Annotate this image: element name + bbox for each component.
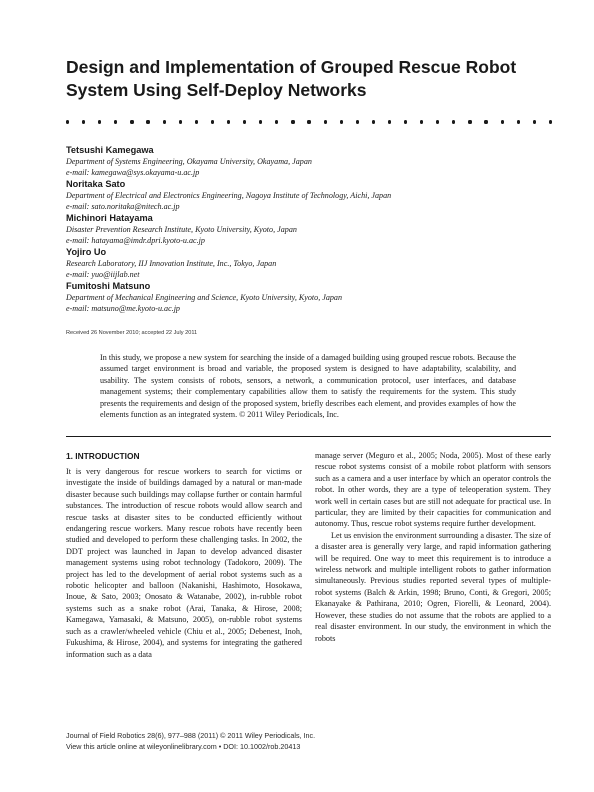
divider-dot: [324, 120, 327, 123]
author-affiliation: Department of Systems Engineering, Okayama University, Okayama, Japan: [66, 157, 312, 166]
author-block: [66, 178, 546, 212]
divider-dot: [356, 120, 359, 123]
author-block: [66, 280, 546, 314]
author-affiliation: Disaster Prevention Research Institute, Kyoto University, Kyoto, Japan: [66, 225, 297, 234]
doi-line: View this article online at wileyonlinelibrary.com • DOI: 10.1002/rob.20413: [66, 742, 301, 751]
author-block: [66, 212, 546, 246]
divider-dot: [501, 120, 504, 123]
section-heading-introduction: 1. INTRODUCTION: [66, 451, 140, 461]
divider-dot: [372, 120, 375, 123]
divider-dot: [259, 120, 262, 123]
divider-dot: [66, 120, 69, 123]
author-name: Yojiro Uo: [66, 247, 107, 257]
divider-dot: [340, 120, 343, 123]
author-email: e-mail: sato.noritaka@nitech.ac.jp: [66, 202, 180, 211]
divider-dot: [275, 120, 278, 123]
section-divider: [66, 436, 551, 437]
author-name: Michinori Hatayama: [66, 213, 153, 223]
divider-dot: [517, 120, 520, 123]
divider-dot: [420, 120, 423, 123]
journal-footer: [66, 730, 546, 752]
author-affiliation: Research Laboratory, IIJ Innovation Institute, Inc., Tokyo, Japan: [66, 259, 277, 268]
divider-dot: [211, 120, 214, 123]
author-affiliation: Department of Electrical and Electronics Engineering, Nagoya Institute of Technology, Aichi, Japan: [66, 191, 392, 200]
divider-dot: [307, 120, 310, 123]
paper-title: Design and Implementation of Grouped Rescue Robot System Using Self-Deploy Networks: [66, 57, 517, 100]
divider-dot: [98, 120, 101, 123]
body-paragraph: It is very dangerous for rescue workers to search for victims or investigate the inside of buildings damaged by a natural or man-made disaster because such buildings may collapse further or contain harmful substances. The introduction of rescue robots would allow search and rescue tasks at disaster sites to be conducted efficiently without endangering rescue workers. Many rescue robots have recently been studied and developed to perform these challenging tasks. In 2002, the DDT project was launched in Japan to develop advanced disaster management systems using robot technology (Tadokoro, 2009). The project has led to the development of aerial robot systems such as a robotic helicopter and balloon (Nakanishi, Hashimoto, Hosokawa, Inoue, & Sato, 2003; Onosato & Watanabe, 2002), in-rubble robot systems such as a snake robot (Arai, Tanaka, & Hirose, 2008; Kamegawa, Yamasaki, & Matsuno, 2005), on-rubble robot systems such as a crawler/wheeled vehicle (Chiu et al., 2005; Debenest, Inoh, Fukushima, & Hirose, 2004), and systems for integrating the gathered information such as a data: [66, 467, 302, 659]
author-list: [66, 144, 546, 314]
author-email: e-mail: yuo@iijlab.net: [66, 270, 140, 279]
author-block: [66, 246, 546, 280]
divider-dot: [291, 120, 294, 123]
author-name: Noritaka Sato: [66, 179, 126, 189]
divider-dot: [484, 120, 487, 123]
divider-dot: [179, 120, 182, 123]
divider-dot: [130, 120, 133, 123]
divider-dot: [227, 120, 230, 123]
author-name: Fumitoshi Matsuno: [66, 281, 151, 291]
journal-citation: Journal of Field Robotics 28(6), 977–988 (2011) © 2011 Wiley Periodicals, Inc.: [66, 731, 316, 740]
author-block: [66, 144, 546, 178]
divider-dot: [533, 120, 536, 123]
body-paragraph: manage server (Meguro et al., 2005; Noda, 2005). Most of these early rescue robot systems consist of a mobile robot platform with sensors such as a camera and a user interface by which an operator controls the robot. In other words, they are a type of teleoperation system. They work well in certain cases but are still not adequate for practical use. In particular, they are limited by their capacities for communication and autonomy. Thus, rescue robot systems require further development.: [315, 451, 551, 529]
title-dot-divider: [66, 118, 552, 126]
left-column: [66, 450, 302, 660]
divider-dot: [114, 120, 117, 123]
divider-dot: [436, 120, 439, 123]
divider-dot: [82, 120, 85, 123]
divider-dot: [195, 120, 198, 123]
divider-dot: [388, 120, 391, 123]
divider-dot: [163, 120, 166, 123]
divider-dot: [549, 120, 552, 123]
divider-dot: [404, 120, 407, 123]
divider-dot: [146, 120, 149, 123]
divider-dot: [243, 120, 246, 123]
author-email: e-mail: kamegawa@sys.okayama-u.ac.jp: [66, 168, 200, 177]
received-accepted-dates: Received 26 November 2010; accepted 22 July 2011: [66, 330, 198, 336]
author-name: Tetsushi Kamegawa: [66, 145, 154, 155]
right-column: [315, 450, 551, 644]
author-email: e-mail: matsuno@me.kyoto-u.ac.jp: [66, 304, 180, 313]
divider-dot: [468, 120, 471, 123]
body-paragraph: Let us envision the environment surrounding a disaster. The size of a disaster area is generally very large, and rapid information gathering will be required. One way to meet this requirement is to introduce a wireless network and multiple intelligent robots to gather information simultaneously. Previous studies reported several types of multiple-robot systems (Balch & Arkin, 1998; Bruno, Conti, & Gregori, 2005; Ekanayake & Pathirana, 2010; Ogren, Fiorelli, & Leonard, 2004). However, these studies do not assume that the robots are applied to a real disaster environment. In our study, the environment in which the robots: [315, 530, 551, 643]
author-email: e-mail: hatayama@imdr.dpri.kyoto-u.ac.jp: [66, 236, 205, 245]
abstract: In this study, we propose a new system for searching the inside of a damaged building using grouped rescue robots. Because the assumed target environment is broad and variable, the proposed system is designed to have adaptability, scalability, and usability. The system consists of robots, sensors, a network, a communication protocol, user interfaces, and database management systems; their complementary capabilities allow them to satisfy the requirements for the system. This study presents the requirements and design of the proposed system, briefly describes each element, and provides examples of how the elements function as an integrated system. © 2011 Wiley Periodicals, Inc.: [100, 353, 516, 420]
divider-dot: [452, 120, 455, 123]
author-affiliation: Department of Mechanical Engineering and Science, Kyoto University, Kyoto, Japan: [66, 293, 343, 302]
